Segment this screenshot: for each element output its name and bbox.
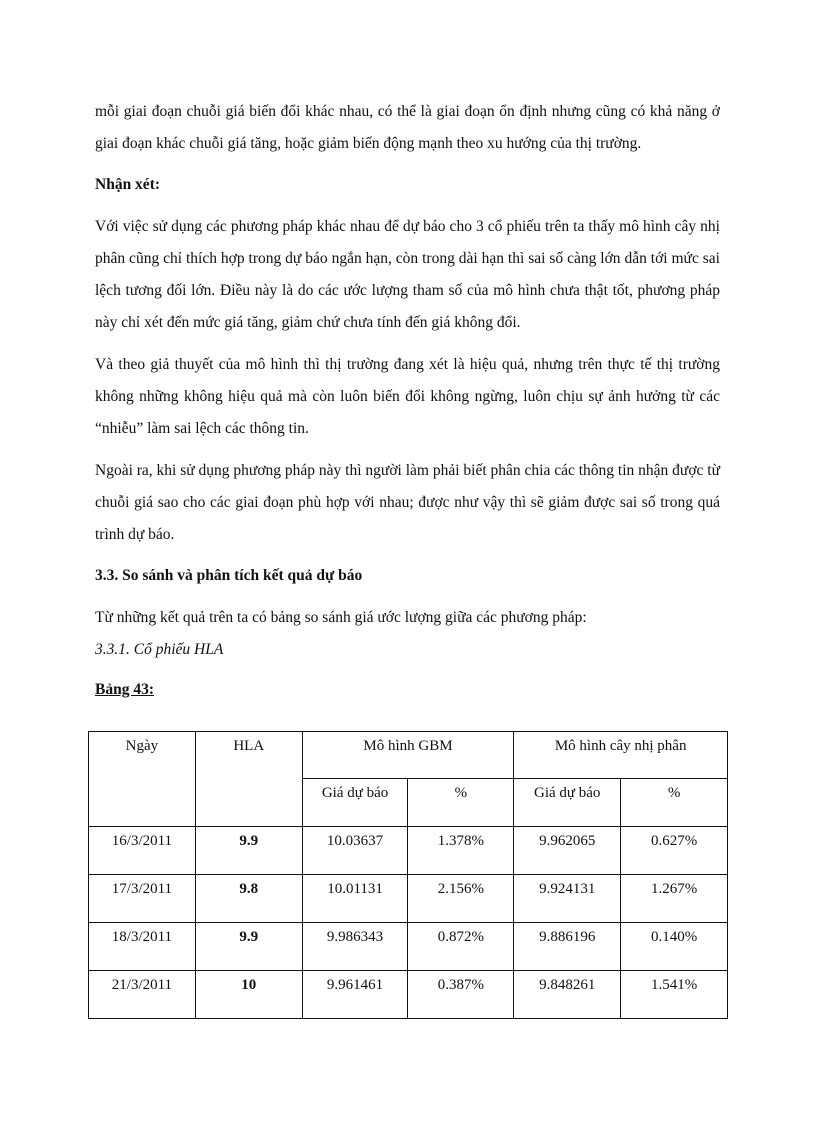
cell-date: 17/3/2011 (89, 875, 196, 923)
subsection-heading: 3.3.1. Cổ phiếu HLA (95, 641, 224, 658)
cell-gbm-forecast: 9.961461 (302, 971, 408, 1019)
cell-date: 18/3/2011 (89, 923, 196, 971)
cell-gbm-forecast: 9.986343 (302, 923, 408, 971)
table-row (89, 875, 728, 923)
cell-bin-pct: 0.627% (621, 827, 728, 875)
cell-date: 21/3/2011 (89, 971, 196, 1019)
header-date: Ngày (89, 732, 196, 827)
cell-hla: 10 (195, 971, 302, 1019)
table-row (89, 923, 728, 971)
cell-bin-forecast: 9.924131 (514, 875, 621, 923)
cell-gbm-forecast: 10.03637 (302, 827, 408, 875)
remark-paragraph-2: Và theo giả thuyết của mô hình thì thị trường đang xét là hiệu quả, nhưng trên thực tế thị trường không những không hiệu quả mà còn luôn biến đổi không ngừng, luôn chịu sự ảnh hưởng từ các “nhiễu” làm sai lệch các thông tin. (95, 356, 720, 437)
cell-bin-forecast: 9.848261 (514, 971, 621, 1019)
remark-paragraph-1: Với việc sử dụng các phương pháp khác nhau để dự báo cho 3 cổ phiếu trên ta thấy mô hình cây nhị phân cũng chỉ thích hợp trong dự báo ngắn hạn, còn trong dài hạn thì sai số càng lớn dẫn tới mức sai lệch tương đối lớn. Điều này là do các ước lượng tham số của mô hình chưa thật tốt, phương pháp này chỉ xét đến mức giá tăng, giảm chứ chưa tính đến giá không đổi. (95, 218, 720, 331)
cell-bin-pct: 1.541% (621, 971, 728, 1019)
cell-bin-pct: 1.267% (621, 875, 728, 923)
cell-gbm-pct: 1.378% (408, 827, 514, 875)
cell-gbm-pct: 0.387% (408, 971, 514, 1019)
header-binomial: Mô hình cây nhị phân (514, 732, 728, 779)
cell-bin-pct: 0.140% (621, 923, 728, 971)
table-row (89, 971, 728, 1019)
section-heading: 3.3. So sánh và phân tích kết quả dự báo (95, 567, 363, 584)
cell-gbm-pct: 0.872% (408, 923, 514, 971)
cell-gbm-pct: 2.156% (408, 875, 514, 923)
header-gbm: Mô hình GBM (302, 732, 514, 779)
cell-gbm-forecast: 10.01131 (302, 875, 408, 923)
remark-heading: Nhận xét: (95, 176, 161, 193)
cell-hla: 9.9 (195, 923, 302, 971)
cell-date: 16/3/2011 (89, 827, 196, 875)
table-row (89, 827, 728, 875)
table-header-row (89, 732, 728, 779)
cell-hla: 9.8 (195, 875, 302, 923)
subheader-gbm-forecast: Giá dự báo (302, 779, 408, 827)
header-hla: HLA (195, 732, 302, 827)
cell-hla: 9.9 (195, 827, 302, 875)
subheader-bin-pct: % (621, 779, 728, 827)
intro-paragraph: mỗi giai đoạn chuỗi giá biến đổi khác nhau, có thể là giai đoạn ổn định nhưng cũng có khả năng ở giai đoạn khác chuỗi giá tăng, hoặc giảm biến động mạnh theo xu hướng của thị trường. (95, 103, 720, 152)
comparison-table (88, 731, 728, 1019)
subheader-bin-forecast: Giá dự báo (514, 779, 621, 827)
table-caption: Bảng 43: (95, 681, 154, 698)
document-page (95, 96, 720, 702)
subheader-gbm-pct: % (408, 779, 514, 827)
section-intro: Từ những kết quả trên ta có bảng so sánh giá ước lượng giữa các phương pháp: (95, 609, 587, 626)
cell-bin-forecast: 9.962065 (514, 827, 621, 875)
cell-bin-forecast: 9.886196 (514, 923, 621, 971)
remark-paragraph-3: Ngoài ra, khi sử dụng phương pháp này thì người làm phải biết phân chia các thông tin nhận được từ chuỗi giá sao cho các giai đoạn phù hợp với nhau; được như vậy thì sẽ giảm được sai số trong quá trình dự báo. (95, 462, 720, 543)
